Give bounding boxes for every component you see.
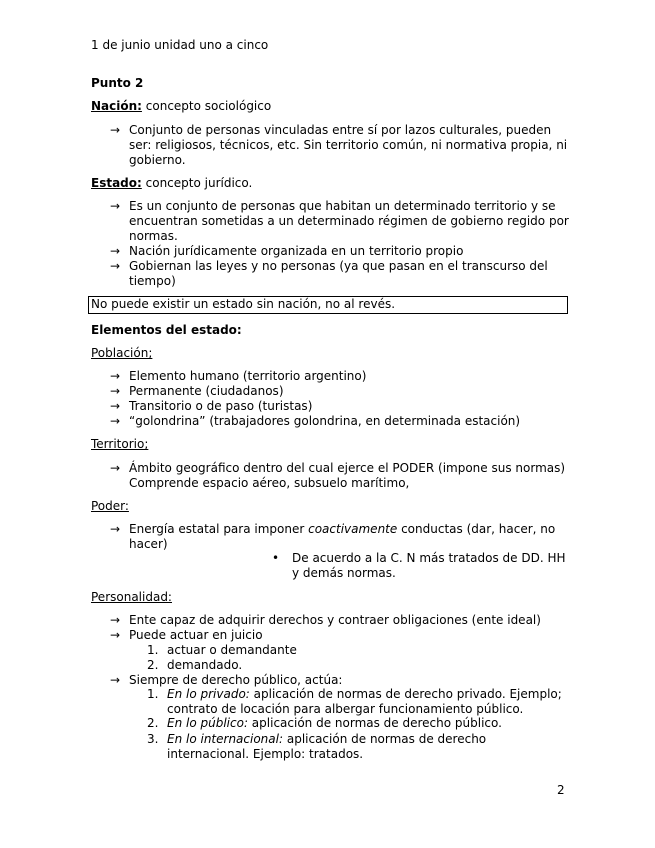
arrow-icon: → [110,673,121,687]
arrow-icon: → [110,461,121,475]
subitem-italic-label: En lo internacional: [167,732,284,746]
arrow-icon: → [110,369,121,383]
estado-item-line: normas. [129,229,178,243]
personalidad-subitem-cont: contrato de locación para albergar funcionamiento público. [167,702,524,716]
personalidad-heading: Personalidad: [91,590,172,604]
subitem-text: aplicación de normas de derecho público. [247,716,502,730]
subitem-text: aplicación de normas de derecho privado. Ejemplo; [249,687,562,701]
nacion-item-line: gobierno. [129,153,186,167]
personalidad-subitem-cont: internacional. Ejemplo: tratados. [167,747,364,761]
poder-heading: Poder: [91,499,129,513]
estado-term: Estado: [91,176,142,190]
poder-bullet-line: De acuerdo a la C. N más tratados de DD. HH [292,551,566,565]
territorio-heading: Territorio; [91,437,149,451]
estado-item-line: encuentran sometidas a un determinado régimen de gobierno regido por [129,214,569,228]
poder-text: conductas (dar, hacer, no [397,522,556,536]
personalidad-subitem [167,716,502,731]
arrow-icon: → [110,522,121,536]
estado-item-line: Nación jurídicamente organizada en un territorio propio [129,244,464,258]
note-box [88,296,568,314]
personalidad-subitem [167,732,486,747]
elementos-heading: Elementos del estado: [91,323,242,337]
territorio-item-line: Ámbito geográfico dentro del cual ejerce el PODER (impone sus normas) [129,461,566,475]
personalidad-subitem [167,687,562,702]
estado-desc: concepto jurídico. [141,176,253,190]
arrow-icon: → [110,399,121,413]
poblacion-item: Transitorio o de paso (turistas) [129,399,313,413]
poder-italic-text: coactivamente [308,522,398,536]
nacion-desc: concepto sociológico [141,99,272,113]
arrow-icon: → [110,414,121,428]
estado-item-line: tiempo) [129,274,176,288]
personalidad-item: Siempre de derecho público, actúa: [129,673,343,687]
page-number: 2 [557,783,565,797]
personalidad-subitem: actuar o demandante [167,643,297,657]
personalidad-item: Ente capaz de adquirir derechos y contraer obligaciones (ente ideal) [129,613,541,627]
date-line: 1 de junio unidad uno a cinco [91,38,269,52]
bullet-icon: • [272,551,280,565]
arrow-icon: → [110,123,121,137]
list-number: 2. [147,658,159,672]
arrow-icon: → [110,259,121,273]
poblacion-item: Permanente (ciudadanos) [129,384,284,398]
poder-text: Energía estatal para imponer [129,522,309,536]
arrow-icon: → [110,244,121,258]
list-number: 1. [147,687,159,701]
subitem-text: aplicación de normas de derecho [283,732,487,746]
estado-item-line: Gobiernan las leyes y no personas (ya que pasan en el transcurso del [129,259,548,273]
subitem-italic-label: En lo privado: [167,687,250,701]
estado-definition [91,176,252,191]
arrow-icon: → [110,199,121,213]
list-number: 1. [147,643,159,657]
poblacion-item: “golondrina” (trabajadores golondrina, en determinada estación) [129,414,521,428]
list-number: 2. [147,716,159,730]
territorio-item-line: Comprende espacio aéreo, subsuelo marítimo, [129,476,410,490]
poblacion-item: Elemento humano (territorio argentino) [129,369,367,383]
section-heading-punto: Punto 2 [91,76,144,90]
note-box-text: No puede existir un estado sin nación, no al revés. [91,297,396,311]
arrow-icon: → [110,628,121,642]
nacion-item-line: ser: religiosos, técnicos, etc. Sin territorio común, ni normativa propia, ni [129,138,568,152]
personalidad-subitem: demandado. [167,658,243,672]
poder-item-line: hacer) [129,537,168,551]
estado-item-line: Es un conjunto de personas que habitan un determinado territorio y se [129,199,556,213]
arrow-icon: → [110,384,121,398]
poblacion-heading: Población; [91,346,153,360]
nacion-definition [91,99,271,114]
nacion-item-line: Conjunto de personas vinculadas entre sí por lazos culturales, pueden [129,123,552,137]
poder-item-line [129,522,555,537]
personalidad-item: Puede actuar en juicio [129,628,263,642]
poder-bullet-line: y demás normas. [292,566,396,580]
arrow-icon: → [110,613,121,627]
list-number: 3. [147,732,159,746]
subitem-italic-label: En lo público: [167,716,248,730]
nacion-term: Nación: [91,99,142,113]
